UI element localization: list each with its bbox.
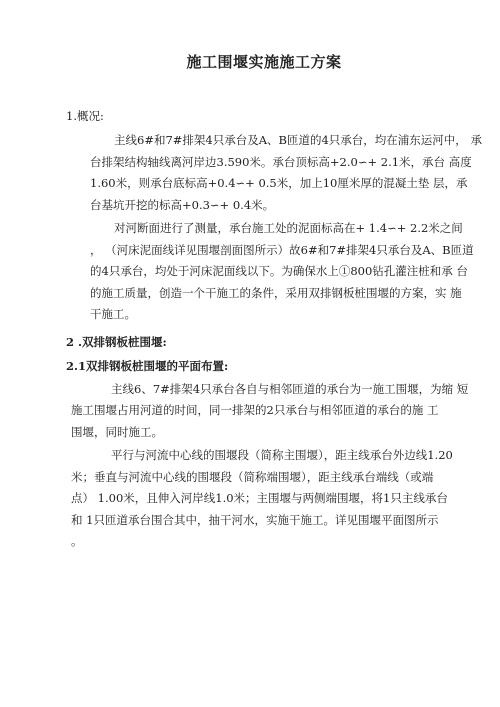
- paragraph-line: 的4只承台，均处于河床泥面线以下。为确保水上①800钻孔灌注桩和承 台: [90, 264, 468, 278]
- section-2-heading: 2 .双排钢板桩围堰:: [66, 334, 167, 349]
- section-1-heading: 1.概况:: [66, 109, 104, 123]
- paragraph-line: 点） 1.00米，且伸入河岸线1.0米；主围堰与两侧端围堰，将1只主线承台: [71, 491, 448, 505]
- paragraph-line: 施工围堰占用河道的时间，同一排架的2只承台与相邻匝道的承台的施 工: [71, 403, 439, 417]
- paragraph-line: 和 1只匝道承台围合其中，抽干河水，实施干施工。详见围堰平面图所示: [71, 512, 439, 527]
- paragraph-line: 的施工质量，创造一个干施工的条件，采用双排钢板桩围堰的方案，实 施: [90, 285, 462, 300]
- paragraph-line: 米；垂直与河流中心线的围堰段（简称端围堰），距主线承台端线（或端: [71, 469, 434, 484]
- paragraph-line: 。: [71, 534, 83, 548]
- paragraph-line: 主线6、7#排架4只承台各自与相邻匝道的承台为一施工围堰，为缩 短: [111, 381, 469, 396]
- paragraph-line: 干施工。: [90, 307, 136, 321]
- paragraph-layout-1: [48, 379, 472, 444]
- paragraph-line: 1.60米，则承台底标高+0.4∽+ 0.5米，加上10厘米厚的混凝土垫 层，承: [90, 176, 468, 190]
- document-title: 施工围堰实施施工方案: [186, 53, 342, 71]
- paragraph-line: 围堰，同时施工。: [71, 424, 163, 439]
- paragraph-line: 台基坑开挖的标高+0.3∽+ 0.4米。: [90, 197, 275, 212]
- paragraph-line: 主线6#和7#排架4只承台及A、B匝道的4只承台，均在浦东运河中， 承: [114, 133, 482, 147]
- paragraph-layout-2: [48, 445, 472, 553]
- paragraph-line: 对河断面进行了测量，承台施工处的泥面标高在+ 1.4∽+ 2.2米之间: [114, 221, 463, 235]
- paragraph-line: 台排架结构轴线离河岸边3.590米。承台顶标高+2.0∽+ 2.1米，承台 高度: [90, 154, 472, 169]
- section-2-1-heading: 2.1双排钢板桩围堰的平面布置:: [66, 358, 229, 373]
- paragraph-overview-1: [48, 130, 482, 216]
- paragraph-line: 平行与河流中心线的围堰段（简称主围堰），距主线承台外边线1.20: [111, 448, 453, 462]
- paragraph-line: ， （河床泥面线详见围堰剖面图所示）故6#和7#排架4只承台及A、B匝道: [90, 242, 474, 257]
- paragraph-overview-2: [48, 218, 472, 326]
